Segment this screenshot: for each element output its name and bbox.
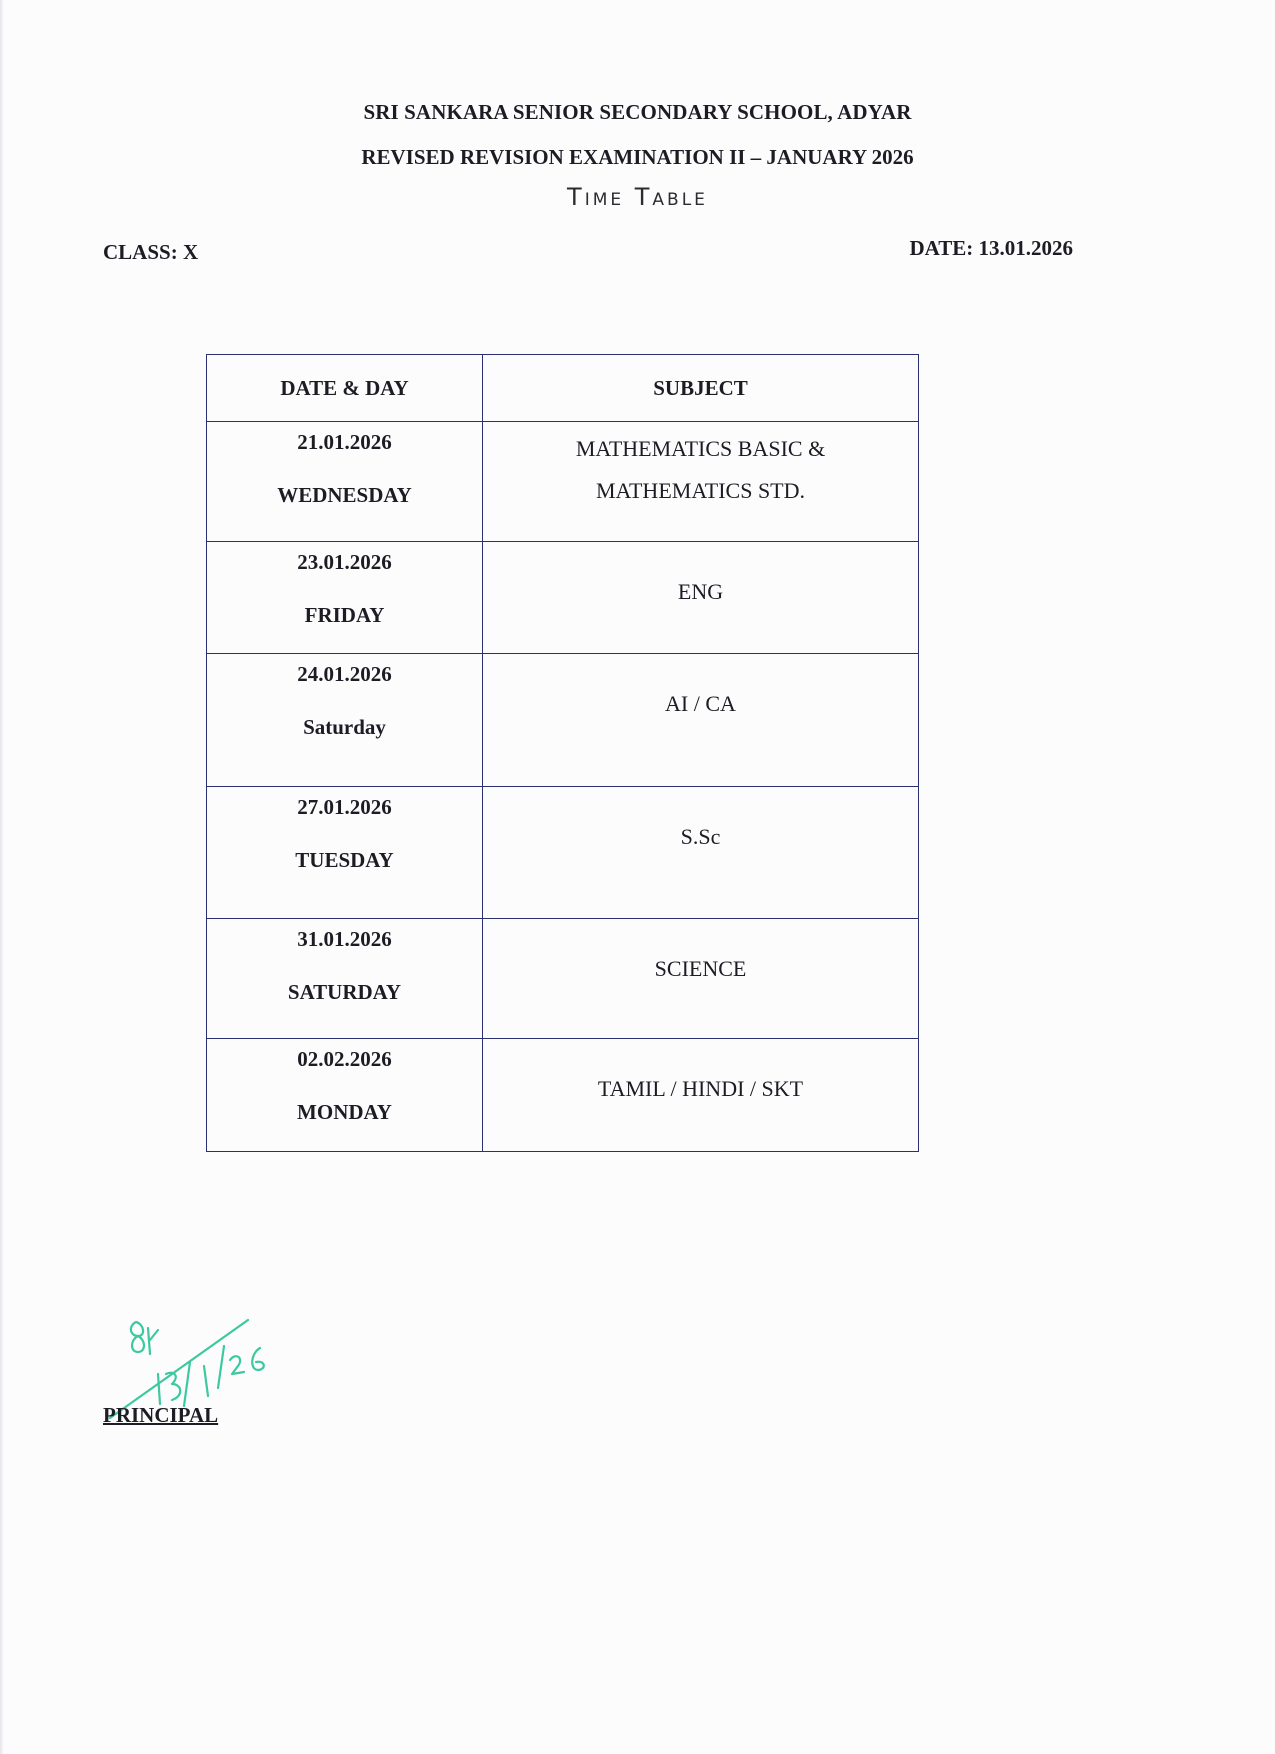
- school-name: SRI SANKARA SENIOR SECONDARY SCHOOL, ADYAR: [363, 100, 912, 124]
- subject-cell: [483, 787, 919, 919]
- subject-name: TAMIL / HINDI / SKT: [597, 1076, 804, 1101]
- issue-date-label: DATE: 13.01.2026: [909, 236, 1073, 260]
- header-date-day: DATE & DAY: [207, 355, 483, 422]
- subject-cell: [483, 542, 919, 654]
- signature-digit-stroke: [230, 1356, 244, 1374]
- class-label: CLASS: X: [103, 240, 199, 264]
- exam-day: SATURDAY: [287, 980, 402, 1004]
- date-cell: [207, 919, 483, 1039]
- exam-day: TUESDAY: [295, 848, 394, 872]
- exam-day: Saturday: [303, 715, 386, 739]
- principal-label: PRINCIPAL: [103, 1403, 219, 1427]
- subject-name: S.Sc: [680, 824, 721, 849]
- exam-date: 23.01.2026: [297, 550, 392, 574]
- signature-slash-stroke: [184, 1362, 190, 1406]
- scan-edge-shadow: [0, 0, 4, 1754]
- signature-slash-stroke: [218, 1346, 224, 1388]
- subject-line: MATHEMATICS STD.: [595, 478, 806, 503]
- table-row: [207, 422, 919, 542]
- date-cell: [207, 654, 483, 787]
- table-row: [207, 919, 919, 1039]
- exam-date: 02.02.2026: [297, 1047, 392, 1071]
- exam-title: REVISED REVISION EXAMINATION II – JANUARY 2026: [361, 145, 914, 169]
- signature-digit-stroke: [158, 1374, 160, 1404]
- subject-cell: [483, 654, 919, 787]
- table-header-row: [207, 355, 919, 422]
- table-row: [207, 787, 919, 919]
- subject-line: MATHEMATICS BASIC &: [575, 436, 826, 461]
- subject-name: ENG: [677, 579, 724, 604]
- signature-digit-stroke: [252, 1348, 264, 1370]
- signature-digit-stroke: [204, 1366, 208, 1396]
- table-row: [207, 1039, 919, 1152]
- date-cell: [207, 422, 483, 542]
- subject-name: AI / CA: [665, 691, 736, 716]
- table-row: [207, 542, 919, 654]
- handwritten-title: Time Table: [567, 183, 708, 211]
- exam-date: 21.01.2026: [297, 430, 392, 454]
- exam-day: MONDAY: [297, 1100, 392, 1124]
- date-cell: [207, 1039, 483, 1152]
- exam-day: FRIDAY: [304, 603, 385, 627]
- signature-initial-stroke: [148, 1328, 158, 1354]
- exam-day: WEDNESDAY: [277, 483, 412, 507]
- timetable: [206, 354, 919, 1152]
- subject-cell: [483, 919, 919, 1039]
- subject-name: SCIENCE: [654, 956, 747, 981]
- header-subject: SUBJECT: [483, 355, 919, 422]
- subject-cell: [483, 1039, 919, 1152]
- date-cell: [207, 542, 483, 654]
- exam-date: 27.01.2026: [297, 795, 392, 819]
- subject-cell: [483, 422, 919, 542]
- exam-date: 24.01.2026: [297, 662, 392, 686]
- signature-initial-stroke: [131, 1322, 144, 1352]
- table-row: [207, 654, 919, 787]
- exam-date: 31.01.2026: [297, 927, 392, 951]
- date-cell: [207, 787, 483, 919]
